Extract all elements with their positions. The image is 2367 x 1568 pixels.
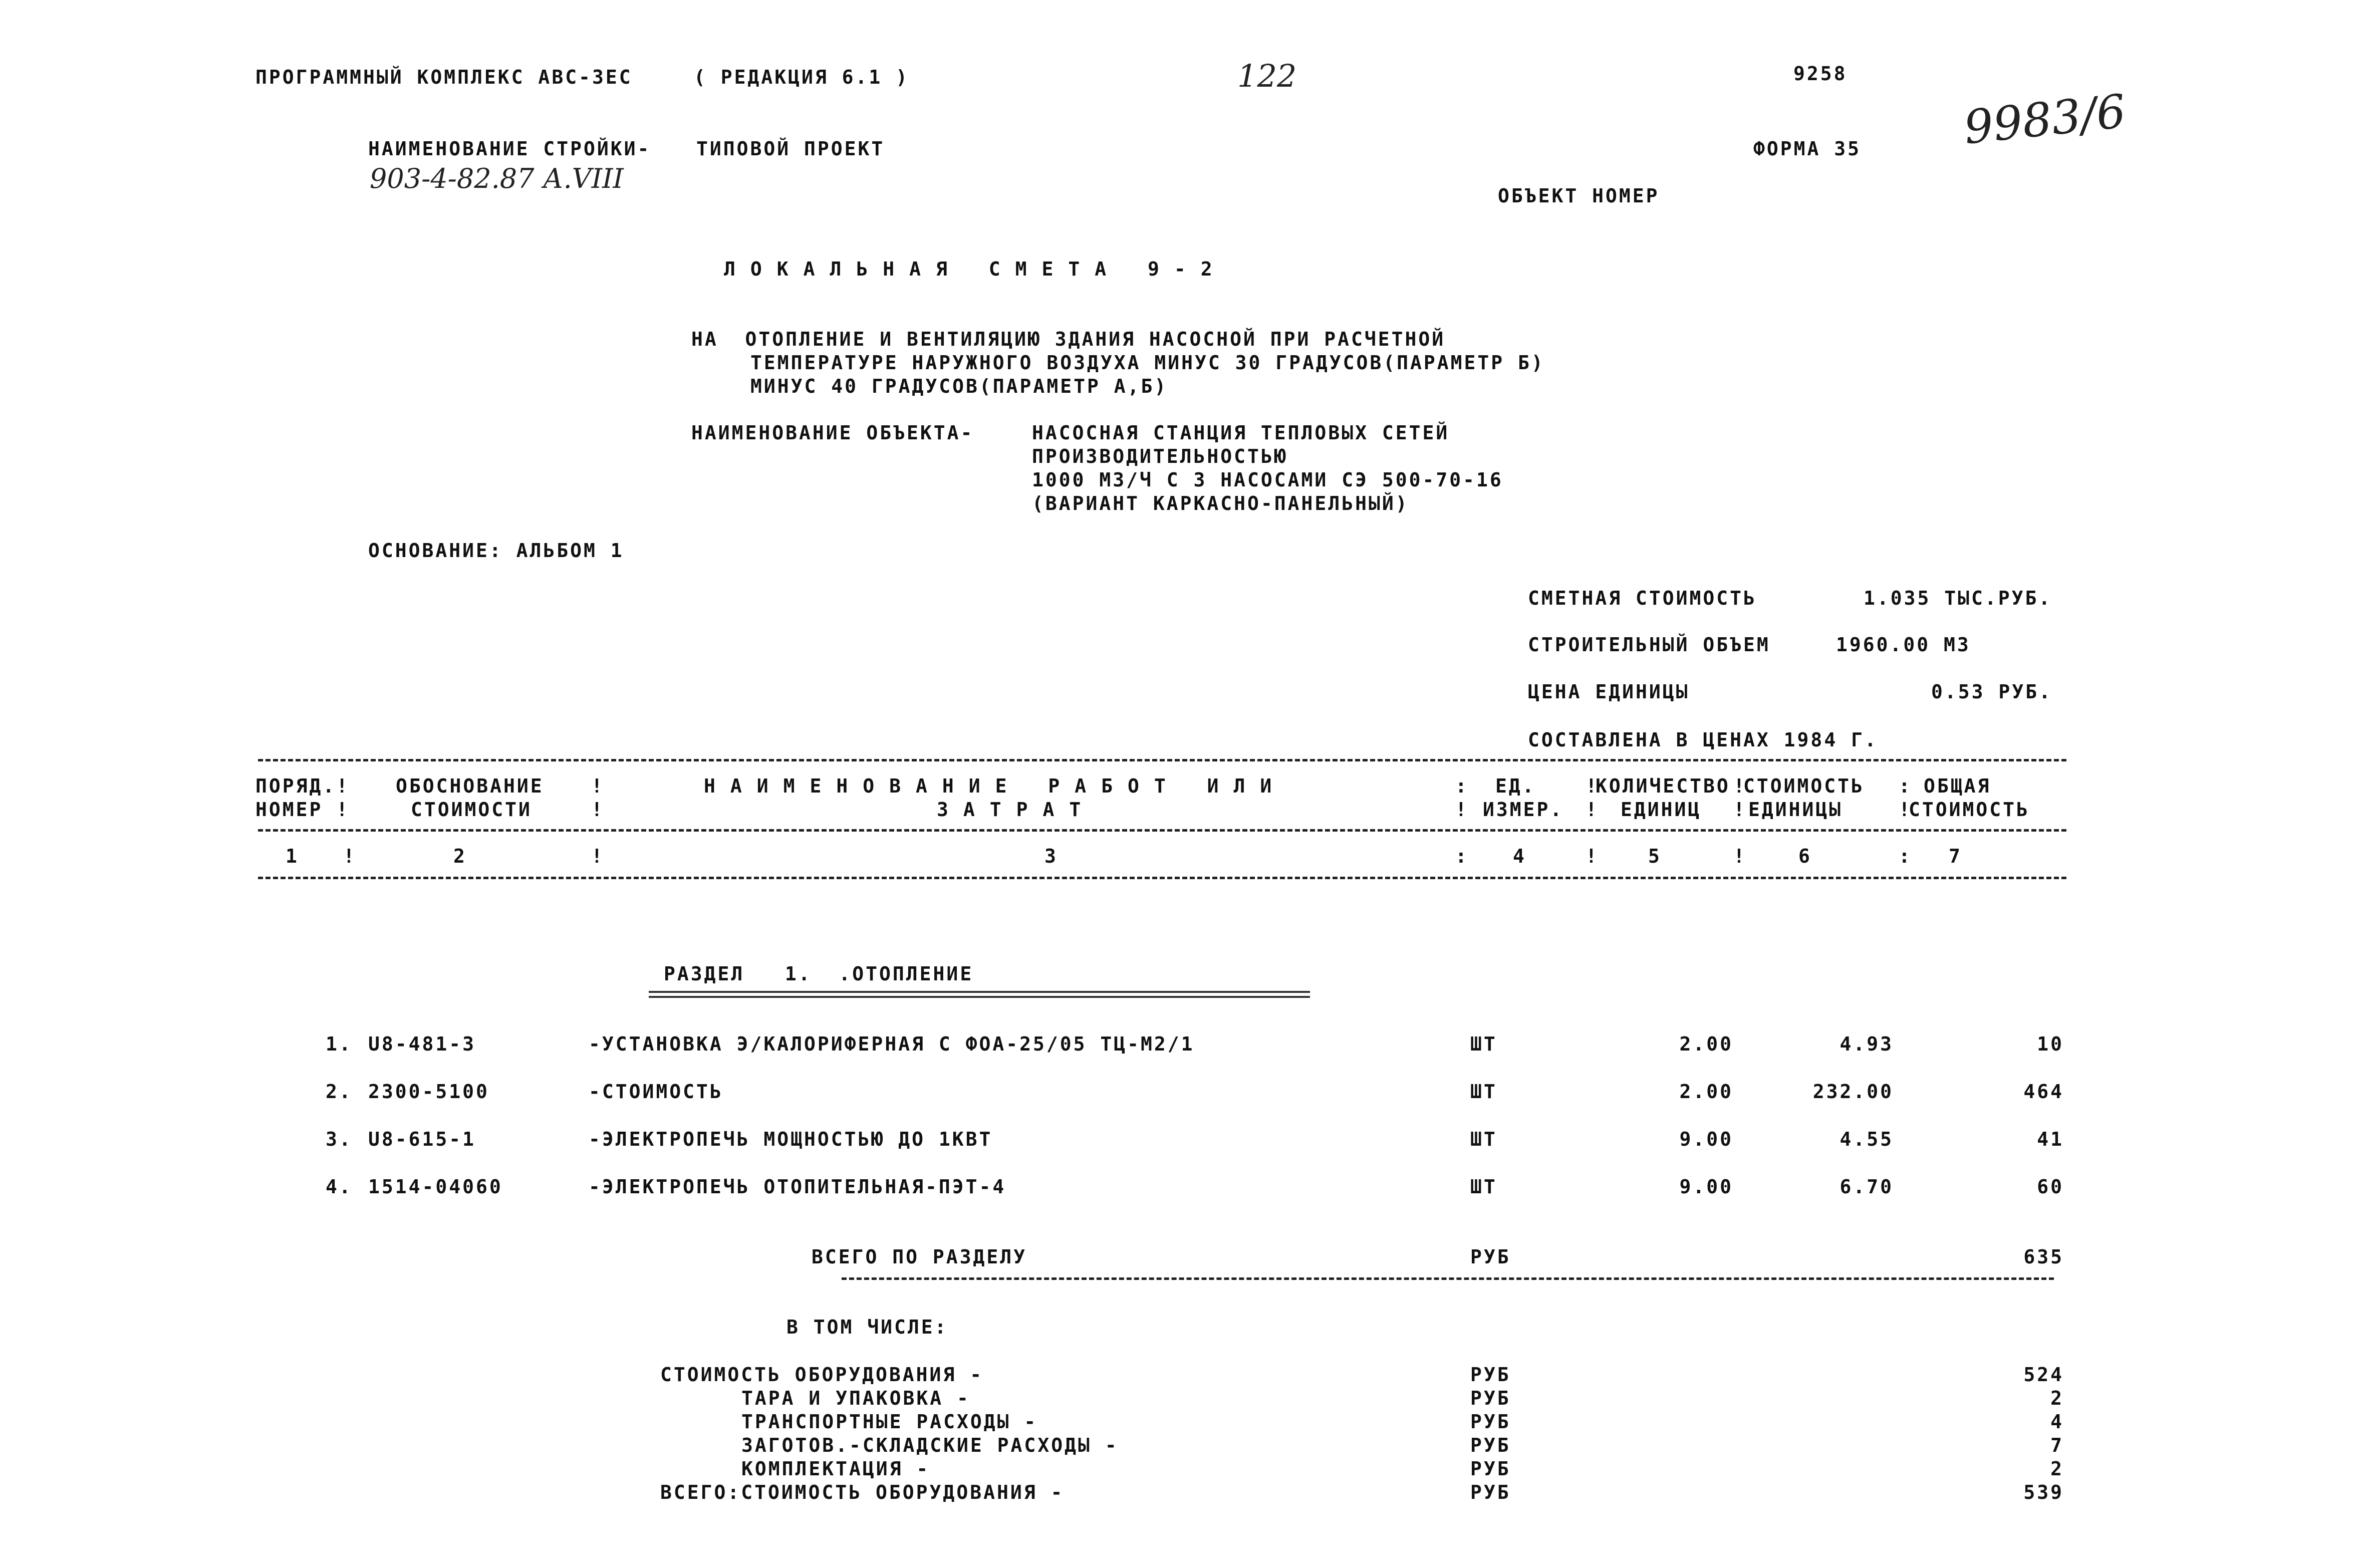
col-price-header-2: ЕДИНИЦЫ: [1748, 799, 1843, 821]
breakdown-unit: РУБ: [1470, 1364, 1511, 1386]
row-number: 2.: [326, 1081, 353, 1103]
section-underline: [649, 991, 1310, 998]
project-number-handwritten: 903-4-82.87 А.VIII: [370, 163, 624, 194]
sheet-code: 9258: [1793, 63, 1848, 85]
object-line-2: ПРОИЗВОДИТЕЛЬНОСТЬЮ: [1032, 445, 1288, 467]
section-total-unit: РУБ: [1470, 1246, 1511, 1268]
construction-volume-label: СТРОИТЕЛЬНЫЙ ОБЪЕМ: [1528, 634, 1770, 656]
row-unit: ШТ: [1470, 1128, 1497, 1150]
col-name-header-2: ЗАТРАТ: [937, 799, 1096, 821]
unit-price-label: ЦЕНА ЕДИНИЦЫ: [1528, 681, 1690, 703]
row-unit: ШТ: [1470, 1176, 1497, 1198]
estimated-cost-label: СМЕТНАЯ СТОИМОСТЬ: [1528, 587, 1757, 609]
col-total-header-2: СТОИМОСТЬ: [1909, 799, 2030, 821]
table-bottom-rule: [258, 877, 2066, 879]
breakdown-total-label: ВСЕГО:СТОИМОСТЬ ОБОРУДОВАНИЯ -: [660, 1481, 1065, 1503]
col-order-header-2: НОМЕР !: [255, 799, 350, 821]
subject-line-1: НА ОТОПЛЕНИЕ И ВЕНТИЛЯЦИЮ ЗДАНИЯ НАСОСНОЙ ПРИ РАСЧЕТНОЙ: [691, 328, 1446, 350]
object-line-1: НАСОСНАЯ СТАНЦИЯ ТЕПЛОВЫХ СЕТЕЙ: [1032, 422, 1450, 444]
unit-price-value: 0.53 РУБ.: [1931, 681, 2052, 703]
col-num-6: 6: [1798, 845, 1812, 867]
breakdown-value: 539: [2023, 1481, 2064, 1503]
row-total: 464: [2023, 1081, 2064, 1103]
col-num-4: 4: [1513, 845, 1526, 867]
col-name-header-1: НАИМЕНОВАНИЕ РАБОТ ИЛИ: [704, 775, 1287, 797]
col-price-header-1: СТОИМОСТЬ: [1743, 775, 1865, 797]
breakdown-value: 4: [2050, 1411, 2064, 1433]
col-num-3: 3: [1044, 845, 1058, 867]
col-basis-header-2: СТОИМОСТИ: [411, 799, 532, 821]
col-num-1: 1: [286, 845, 299, 867]
col-order-header-1: ПОРЯД.!: [255, 775, 350, 797]
col-num-2: 2: [453, 845, 467, 867]
section-total-label: ВСЕГО ПО РАЗДЕЛУ: [812, 1246, 1027, 1268]
object-line-3: 1000 М3/Ч С 3 НАСОСАМИ СЭ 500-70-16: [1032, 469, 1503, 491]
row-qty: 2.00: [1679, 1081, 1733, 1103]
construction-value: ТИПОВОЙ ПРОЕКТ: [696, 138, 885, 160]
object-label: НАИМЕНОВАНИЕ ОБЪЕКТА-: [691, 422, 974, 444]
construction-label: НАИМЕНОВАНИЕ СТРОЙКИ-: [368, 138, 651, 160]
breakdown-completion-label: КОМПЛЕКТАЦИЯ -: [741, 1458, 930, 1480]
subject-line-3: МИНУС 40 ГРАДУСОВ(ПАРАМЕТР А,Б): [750, 375, 1168, 397]
construction-volume-value: 1960.00 М3: [1836, 634, 1971, 656]
document-title: ЛОКАЛЬНАЯ СМЕТА 9-2: [724, 258, 1227, 280]
breakdown-unit: РУБ: [1470, 1481, 1511, 1503]
row-code: 1514-04060: [368, 1176, 503, 1198]
form-number: ФОРМА 35: [1753, 138, 1862, 160]
program-edition: ( РЕДАКЦИЯ 6.1 ): [694, 66, 910, 88]
row-name: -ЭЛЕКТРОПЕЧЬ ОТОПИТЕЛЬНАЯ-ПЭТ-4: [589, 1176, 1006, 1198]
row-code: U8-615-1: [368, 1128, 476, 1150]
row-price: 4.93: [1839, 1033, 1894, 1055]
col-unit-header-2: ИЗМЕР.: [1483, 799, 1564, 821]
breakdown-value: 7: [2050, 1434, 2064, 1456]
row-price: 6.70: [1839, 1176, 1894, 1198]
breakdown-unit: РУБ: [1470, 1458, 1511, 1480]
including-label: В ТОМ ЧИСЛЕ:: [786, 1316, 948, 1338]
header-rule: [258, 829, 2066, 832]
breakdown-unit: РУБ: [1470, 1434, 1511, 1456]
breakdown-transport-label: ТРАНСПОРТНЫЕ РАСХОДЫ -: [741, 1411, 1038, 1433]
subject-line-2: ТЕМПЕРАТУРЕ НАРУЖНОГО ВОЗДУХА МИНУС 30 ГРАДУСОВ(ПАРАМЕТР Б): [750, 352, 1545, 374]
row-total: 60: [2037, 1176, 2064, 1198]
col-total-header-1: ОБЩАЯ: [1924, 775, 1991, 797]
row-price: 232.00: [1812, 1081, 1894, 1103]
basis: ОСНОВАНИЕ: АЛЬБОМ 1: [368, 540, 624, 562]
col-unit-header-1: ЕД.: [1495, 775, 1536, 797]
row-qty: 9.00: [1679, 1128, 1733, 1150]
object-line-4: (ВАРИАНТ КАРКАСНО-ПАНЕЛЬНЫЙ): [1032, 492, 1409, 514]
row-number: 4.: [326, 1176, 353, 1198]
row-unit: ШТ: [1470, 1033, 1497, 1055]
breakdown-packaging-label: ТАРА И УПАКОВКА -: [741, 1387, 970, 1409]
row-total: 10: [2037, 1033, 2064, 1055]
section-total-value: 635: [2023, 1246, 2064, 1268]
row-qty: 2.00: [1679, 1033, 1733, 1055]
object-number: ОБЪЕКТ НОМЕР: [1498, 185, 1660, 207]
section-title: РАЗДЕЛ 1. .ОТОПЛЕНИЕ: [664, 963, 974, 985]
breakdown-value: 2: [2050, 1387, 2064, 1409]
row-number: 3.: [326, 1128, 353, 1150]
estimated-cost-value: 1.035 ТЫС.РУБ.: [1864, 587, 2052, 609]
row-qty: 9.00: [1679, 1176, 1733, 1198]
row-number: 1.: [326, 1033, 353, 1055]
program-name: ПРОГРАММНЫЙ КОМПЛЕКС АВС-3ЕС: [255, 66, 633, 88]
row-code: 2300-5100: [368, 1081, 489, 1103]
col-qty-header-1: КОЛИЧЕСТВО: [1596, 775, 1730, 797]
col-num-7: 7: [1949, 845, 1962, 867]
breakdown-value: 524: [2023, 1364, 2064, 1386]
table-top-rule: [258, 759, 2066, 761]
col-qty-header-2: ЕДИНИЦ: [1621, 799, 1702, 821]
col-basis-header-1: ОБОСНОВАНИЕ: [396, 775, 544, 797]
breakdown-unit: РУБ: [1470, 1387, 1511, 1409]
row-name: -СТОИМОСТЬ: [589, 1081, 723, 1103]
breakdown-value: 2: [2050, 1458, 2064, 1480]
breakdown-unit: РУБ: [1470, 1411, 1511, 1433]
breakdown-warehouse-label: ЗАГОТОВ.-СКЛАДСКИЕ РАСХОДЫ -: [741, 1434, 1119, 1456]
section-total-rule: [842, 1277, 2054, 1280]
row-name: -УСТАНОВКА Э/КАЛОРИФЕРНАЯ С ФОА-25/05 ТЦ-М2/1: [589, 1033, 1195, 1055]
breakdown-equipment-label: СТОИМОСТЬ ОБОРУДОВАНИЯ -: [660, 1364, 984, 1386]
row-unit: ШТ: [1470, 1081, 1497, 1103]
row-code: U8-481-3: [368, 1033, 476, 1055]
row-name: -ЭЛЕКТРОПЕЧЬ МОЩНОСТЬЮ ДО 1КВТ: [589, 1128, 993, 1150]
row-total: 41: [2037, 1128, 2064, 1150]
page-number: 122: [1237, 58, 1297, 94]
col-num-5: 5: [1648, 845, 1662, 867]
row-price: 4.55: [1839, 1128, 1894, 1150]
price-base-note: СОСТАВЛЕНА В ЦЕНАХ 1984 Г.: [1528, 729, 1878, 751]
handwritten-archive-code: 9983/6: [1961, 84, 2129, 155]
